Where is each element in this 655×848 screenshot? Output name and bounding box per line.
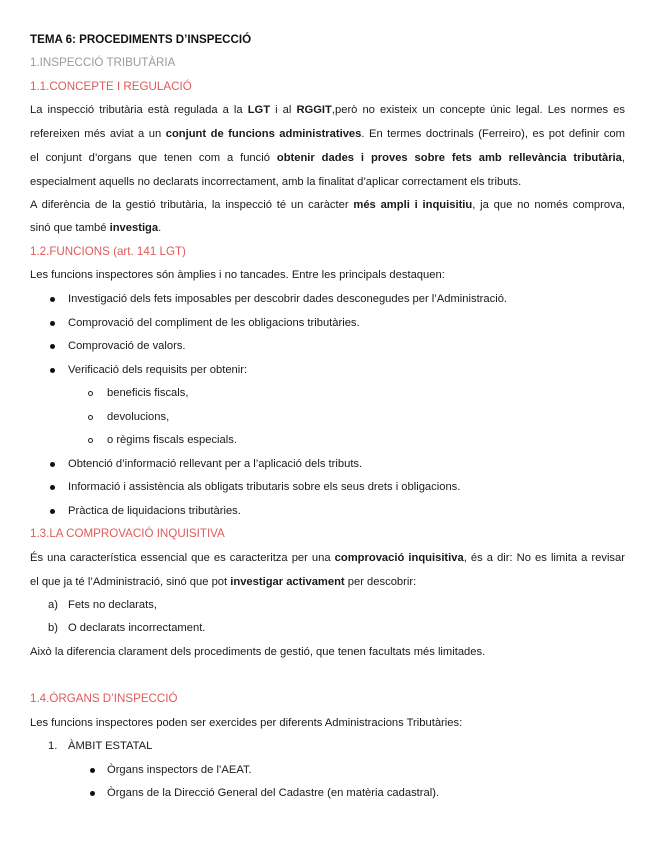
paragraph-line: Les funcions inspectores poden ser exercides per diferents Administracions Tributàries:	[30, 717, 463, 729]
bullet-dot	[90, 791, 95, 796]
paragraph-line: especialment aquells no declarats incorrectament, amb la finalitat d’aplicar correctament els tributs.	[30, 176, 522, 188]
subsection-heading-1-3: 1.3.LA COMPROVACIÓ INQUISITIVA	[30, 527, 225, 540]
list-item: Verificació dels requisits per obtenir:	[68, 364, 248, 376]
paragraph-line: La inspecció tributària està regulada a la LGT i al RGGIT,però no existeix un concepte únic legal. Les normes es	[30, 104, 625, 116]
section-heading-1: 1.INSPECCIÓ TRIBUTÀRIA	[30, 56, 176, 69]
bullet-dot	[90, 768, 95, 773]
list-item: Informació i assistència als obligats tributaris sobre els seus drets i obligacions.	[68, 481, 461, 493]
paragraph-line: Això la diferencia clarament dels procediments de gestió, que tenen facultats més limitades.	[30, 646, 486, 658]
list-item: Fets no declarats,	[68, 599, 157, 611]
bullet-dot	[50, 297, 55, 302]
bullet-dot	[50, 344, 55, 349]
list-item: Comprovació del compliment de les obligacions tributàries.	[68, 317, 360, 329]
list-item: Pràctica de liquidacions tributàries.	[68, 505, 241, 517]
subsection-heading-1-4: 1.4.ÒRGANS D’INSPECCIÓ	[30, 692, 178, 705]
sub-bullet-circle	[88, 415, 93, 420]
list-marker: 1.	[48, 740, 58, 752]
paragraph-line: el conjunt d’organs que tenen com a funció obtenir dades i proves sobre fets amb rellevància tributària,	[30, 152, 625, 164]
list-item: Òrgans inspectors de l’AEAT.	[107, 764, 252, 776]
paragraph-line: el que ja té l’Administració, sinó que pot investigar activament per descobrir:	[30, 576, 417, 588]
paragraph-line: sinó que també investiga.	[30, 222, 162, 234]
bullet-dot	[50, 485, 55, 490]
paragraph-line: És una característica essencial que es caracteritza per una comprovació inquisitiva, és a dir: No es limita a revisar	[30, 552, 625, 564]
bullet-dot	[50, 321, 55, 326]
list-item: O declarats incorrectament.	[68, 622, 206, 634]
sub-bullet-circle	[88, 438, 93, 443]
bullet-dot	[50, 509, 55, 514]
paragraph-line: Les funcions inspectores són àmplies i no tancades. Entre les principals destaquen:	[30, 269, 445, 281]
bullet-dot	[50, 368, 55, 373]
subsection-heading-1-2: 1.2.FUNCIONS (art. 141 LGT)	[30, 245, 186, 258]
list-item: ÀMBIT ESTATAL	[68, 740, 153, 752]
list-marker: b)	[48, 622, 58, 634]
sub-bullet-circle	[88, 391, 93, 396]
list-item: Obtenció d’informació rellevant per a l’aplicació dels tributs.	[68, 458, 363, 470]
list-item: Comprovació de valors.	[68, 340, 186, 352]
sub-list-item: devolucions,	[107, 411, 170, 423]
sub-list-item: beneficis fiscals,	[107, 387, 189, 399]
list-marker: a)	[48, 599, 58, 611]
document-title: TEMA 6: PROCEDIMENTS D’INSPECCIÓ	[30, 33, 252, 46]
paragraph-line: refereixen més aviat a un conjunt de funcions administratives. En termes doctrinals (Ferreiro), es pot definir com	[30, 128, 625, 140]
subsection-heading-1-1: 1.1.CONCEPTE I REGULACIÓ	[30, 80, 192, 93]
bullet-dot	[50, 462, 55, 467]
list-item: Òrgans de la Direcció General del Cadastre (en matèria cadastral).	[107, 787, 440, 799]
paragraph-line: A diferència de la gestió tributària, la inspecció té un caràcter més ampli i inquisitiu, ja que no només comprova,	[30, 199, 626, 211]
list-item: Investigació dels fets imposables per descobrir dades desconegudes per l’Administració.	[68, 293, 508, 305]
sub-list-item: o règims fiscals especials.	[107, 434, 237, 446]
